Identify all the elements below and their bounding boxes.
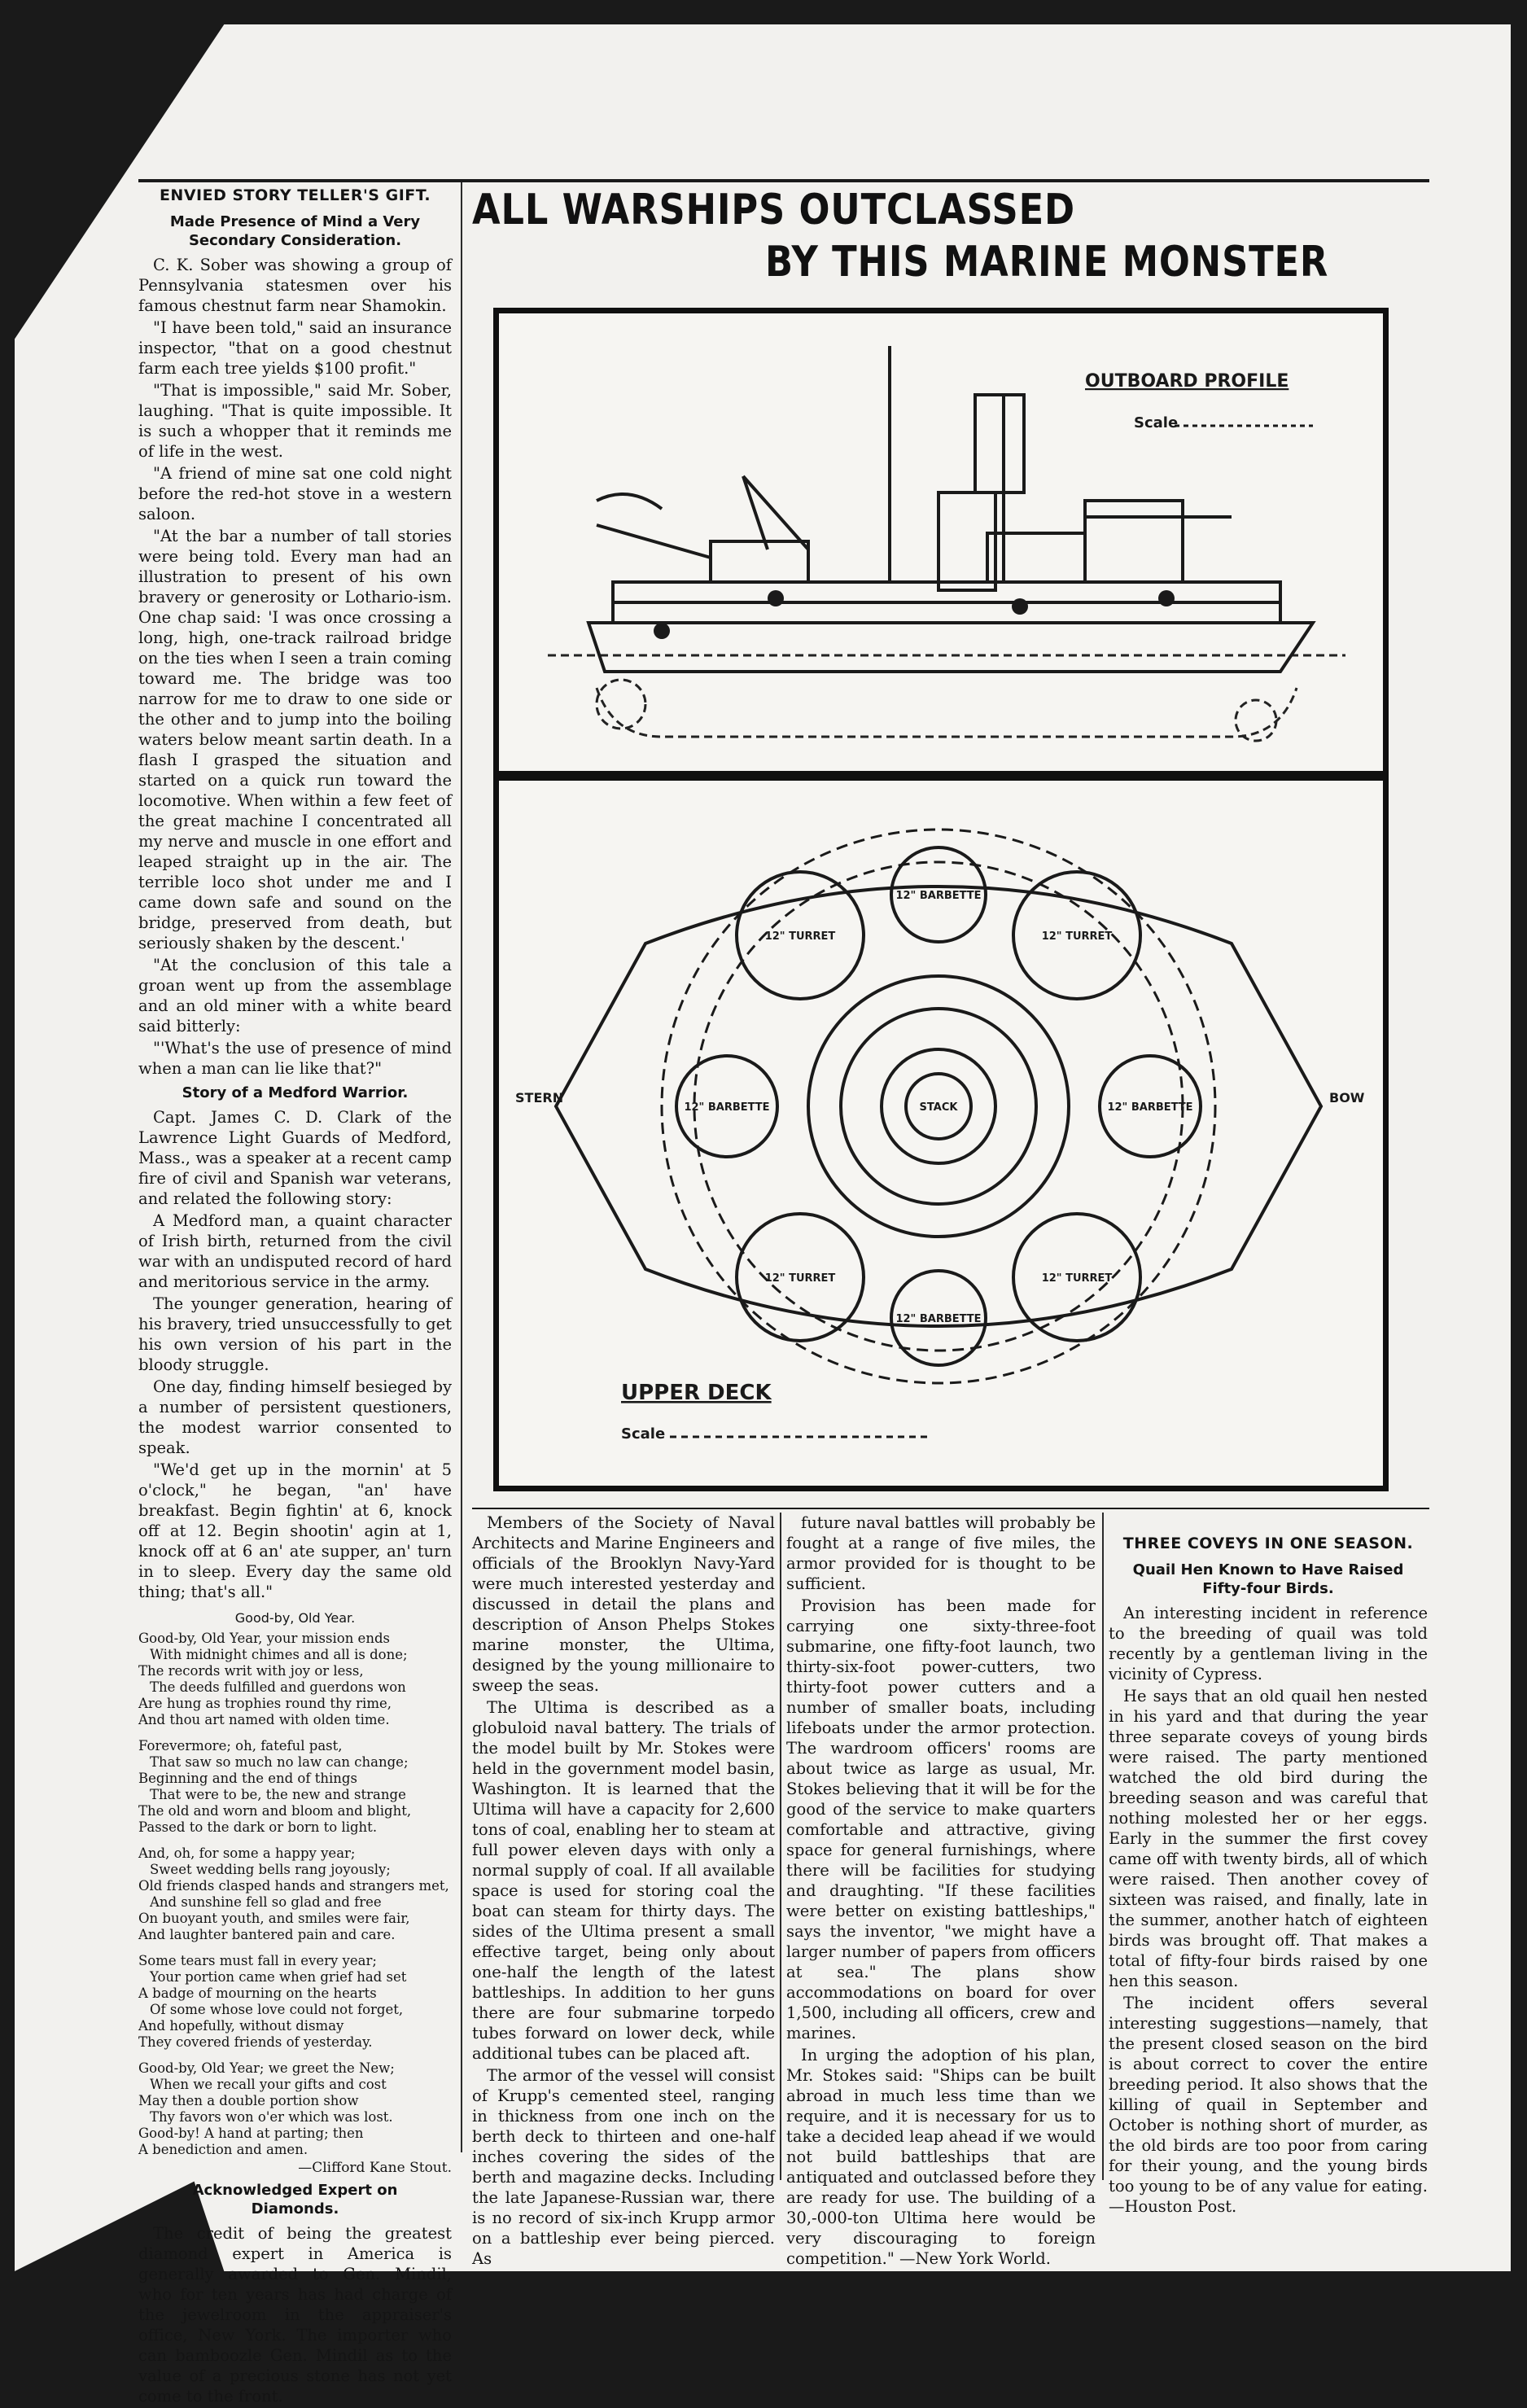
poem-stanza xyxy=(138,1631,452,1728)
paragraph: In urging the adoption of his plan, Mr. Stokes said: "Ships can be built abroad in much less time than we require, and it is necessary for us to take a decided leap ahead if we would not build battleships that are antiquated and outclassed before they are ready for use. The building of a 30,-000-ton Ultima here would be very discouraging to foreign competition." —New York World. xyxy=(786,2046,1096,2268)
poem-credit: —Clifford Kane Stout. xyxy=(298,2160,452,2176)
paragraph: An interesting incident in reference to the breeding of quail was told recently by a gentleman living in the vicinity of Cypress. xyxy=(1109,1604,1428,1683)
paragraph: The armor of the vessel will consist of Krupp's cemented steel, ranging in thickness from one inch on the berth deck to thirteen and one-half inches covering the sides of the berth and magazine decks. Including the late Japanese-Russian war, there is no record of six-inch Krupp armor on a battleship ever being pierced. As xyxy=(472,2066,775,2268)
paragraph: The Ultima is described as a globuloid naval battery. The trials of the model built by Mr. Stokes were held in the government model basin, Washington. It is learned that the Ultima will have a capacity for 2,600 tons of coal, enabling her to steam at full power eleven days with only a normal supply of coal. If all available space is used for storing coal the boat can steam for thirty days. The sides of the Ultima present a small effective target, being only about one-half the length of the latest battleships. In addition to her guns there are four submarine torpedo tubes forward on lower deck, while additional tubes can be placed aft. xyxy=(472,1698,775,2063)
paragraph: future naval battles will probably be fought at a range of five miles, the armor provided for is thought to be sufficient. xyxy=(786,1513,1096,1593)
paragraph: "We'd get up in the mornin' at 5 o'clock," he began, "an' have breakfast. Begin fightin' at 6, knock off at 12. Begin shootin' agin at 1, knock off at 6 an' ate supper, an' turn in to sleep. Every day the same old thing; that's all." xyxy=(138,1460,452,1601)
column-rule xyxy=(780,1513,781,2180)
poem-line: Of some whose love could not forget, xyxy=(150,2002,404,2017)
poem-line: Forevermore; oh, fateful past, xyxy=(138,1738,343,1753)
poem-title: Good-by, Old Year. xyxy=(234,1610,356,1626)
paragraph: Capt. James C. D. Clark of the Lawrence Light Guards of Medford, Mass., was a speaker at a recent camp fire of civil and Spanish war veterans, and related the following story: xyxy=(138,1108,452,1208)
poem-stanza xyxy=(138,1738,452,1836)
paragraph: He says that an old quail hen nested in his yard and that during the year three separate coveys of young birds were raised. The party mentioned watched the old bird during the breeding season and was careful that nothing molested her or her eggs. Early in the summer the first covey came off with twenty birds, all of which were raised. Then another covey of sixteen was raised, and finally, late in the summer, another hatch of eighteen birds was brought off. That makes a total of fifty-four birds raised by one hen this season. xyxy=(1109,1687,1428,1990)
poem-line: Are hung as trophies round thy rime, xyxy=(138,1696,392,1711)
poem-stanza xyxy=(138,1953,452,2051)
column-rule xyxy=(461,182,462,2152)
poem-line: May then a double portion show xyxy=(138,2093,359,2108)
poem-line: Good-by! A hand at parting; then xyxy=(138,2126,364,2141)
paragraph: "At the bar a number of tall stories were being told. Every man had an illustration to present of his own bravery or generosity or Lothario-ism. One chap said: 'I was once crossing a long, high, one-track railroad bridge on the ties when I seen a train coming toward me. The bridge was too narrow for me to draw to one side or the other and to jump into the boiling waters below meant sartin death. In a flash I grasped the situation and started on a quick run toward the locomotive. When within a few feet of the great machine I concentrated all my nerve and muscle in one effort and leaped straight up in the air. The terrible loco shot under me and I came down safe and sound on the bridge, preserved from death, but seriously shaken by the descent.' xyxy=(138,527,452,952)
section-rule xyxy=(472,1508,1429,1509)
poem-line: With midnight chimes and all is done; xyxy=(150,1647,408,1662)
poem-line: The deeds fulfilled and guerdons won xyxy=(150,1679,406,1695)
poem-line: The records writ with joy or less, xyxy=(138,1663,364,1679)
poem-line: Your portion came when grief had set xyxy=(150,1969,407,1985)
barbette-label: 12" BARBETTE xyxy=(1107,1101,1193,1114)
article-heading: ENVIED STORY TELLER'S GIFT. xyxy=(159,186,431,204)
poem-line: They covered friends of yesterday. xyxy=(138,2034,373,2050)
turret-label: 12" TURRET xyxy=(1041,1272,1113,1285)
paragraph: The credit of being the greatest diamond expert in America is generally awarded to Gen. Mindil, who for ten years has had charge of the jewelroom in the appraiser's office, New York. The importer who can bamboozle Gen. Mindil as to the value of a precious stone has not yet come to the front. xyxy=(138,2224,452,2406)
upper-deck-scale-label: Scale xyxy=(621,1425,666,1443)
poem-line: A badge of mourning on the hearts xyxy=(138,1986,377,2001)
bow-label: BOW xyxy=(1329,1090,1365,1105)
barbette-label: 12" BARBETTE xyxy=(895,890,982,902)
outboard-profile-label: OUTBOARD PROFILE xyxy=(1085,371,1289,392)
poem-line: That saw so much no law can change; xyxy=(150,1754,409,1770)
column-4 xyxy=(1109,1513,1428,2218)
column-2 xyxy=(472,1513,775,2270)
poem-line: Thy favors won o'er which was lost. xyxy=(150,2109,393,2125)
ship-profile-illustration xyxy=(499,313,1383,771)
paragraph: "A friend of mine sat one cold night before the red-hot stove in a western saloon. xyxy=(138,464,452,523)
upper-deck-drawing xyxy=(493,775,1389,1491)
column-1 xyxy=(138,186,452,2408)
poem-line: Good-by, Old Year; we greet the New; xyxy=(138,2060,395,2076)
poem-stanza xyxy=(138,2060,452,2158)
article-heading: THREE COVEYS IN ONE SEASON. xyxy=(1122,1535,1414,1552)
paragraph: "'What's the use of presence of mind when a man can lie like that?" xyxy=(138,1039,452,1078)
headline-line2: BY THIS MARINE MONSTER xyxy=(765,238,1329,287)
poem-line: Old friends clasped hands and strangers met, xyxy=(138,1878,449,1894)
poem-line: Beginning and the end of things xyxy=(138,1771,357,1786)
top-rule xyxy=(138,179,1429,182)
paragraph: C. K. Sober was showing a group of Pennsylvania statesmen over his famous chestnut farm near Shamokin. xyxy=(138,256,452,315)
stern-label: STERN xyxy=(515,1090,564,1105)
turret-label: 12" TURRET xyxy=(764,930,836,943)
poem-line: And laughter bantered pain and care. xyxy=(138,1927,396,1942)
paragraph: "At the conclusion of this tale a groan went up from the assemblage and an old miner with a white beard said bitterly: xyxy=(138,956,452,1035)
headline-line1: ALL WARSHIPS OUTCLASSED xyxy=(472,186,1075,234)
poem-line: And, oh, for some a happy year; xyxy=(138,1845,356,1861)
poem-line: That were to be, the new and strange xyxy=(150,1787,406,1802)
paragraph: The incident offers several interesting suggestions—namely, that the present closed season on the bird is about correct to cover the entire breeding period. It also shows that the killing of quail in September and October is nothing short of murder, as the old birds are too poor from caring for their young, and the young birds too young to be of any value for eating.—Houston Post. xyxy=(1109,1994,1428,2216)
paragraph: The younger generation, hearing of his bravery, tried unsuccessfully to get his own version of his part in the bloody struggle. xyxy=(138,1294,452,1374)
poem-line: Sweet wedding bells rang joyously; xyxy=(150,1862,391,1877)
turret-label: 12" TURRET xyxy=(1041,930,1113,943)
paragraph: Members of the Society of Naval Architects and Marine Engineers and officials of the Brooklyn Navy-Yard were much interested yesterday and discussed in detail the plans and description of Anson Phelps Stokes marine monster, the Ultima, designed by the young millionaire to sweep the seas. xyxy=(472,1513,775,1695)
article-subheading: Made Presence of Mind a Very Secondary Consideration. xyxy=(169,213,421,249)
deck-plan-illustration xyxy=(499,781,1383,1486)
poem-line: The old and worn and bloom and blight, xyxy=(138,1803,412,1819)
poem xyxy=(138,1631,452,2176)
poem-line: Some tears must fall in every year; xyxy=(138,1953,377,1968)
poem-line: When we recall your gifts and cost xyxy=(150,2077,387,2092)
article-subheading: Acknowledged Expert on Diamonds. xyxy=(192,2182,398,2218)
paragraph: "I have been told," said an insurance inspector, "that on a good chestnut farm each tree yields $100 profit." xyxy=(138,318,452,378)
barbette-label: 12" BARBETTE xyxy=(684,1101,770,1114)
poem-line: And thou art named with olden time. xyxy=(138,1712,390,1727)
article-subheading: Story of a Medford Warrior. xyxy=(182,1084,409,1101)
poem-line: Good-by, Old Year, your mission ends xyxy=(138,1631,390,1646)
stack-label: STACK xyxy=(919,1101,958,1114)
outboard-profile-drawing xyxy=(493,308,1389,777)
column-3 xyxy=(786,1513,1096,2270)
turret-label: 12" TURRET xyxy=(764,1272,836,1285)
barbette-label: 12" BARBETTE xyxy=(895,1313,982,1325)
outboard-scale-label: Scale xyxy=(1134,414,1179,431)
upper-deck-label: UPPER DECK xyxy=(621,1381,772,1405)
article-subheading: Quail Hen Known to Have Raised Fifty-four Birds. xyxy=(1132,1561,1404,1597)
poem-line: And sunshine fell so glad and free xyxy=(150,1894,382,1910)
poem-line: Passed to the dark or born to light. xyxy=(138,1819,378,1835)
paragraph: A Medford man, a quaint character of Irish birth, returned from the civil war with an undisputed record of hard and meritorious service in the army. xyxy=(138,1211,452,1291)
column-rule xyxy=(1102,1513,1104,2180)
poem-stanza xyxy=(138,1845,452,1943)
poem-line: And hopefully, without dismay xyxy=(138,2018,344,2034)
poem-line: On buoyant youth, and smiles were fair, xyxy=(138,1911,410,1926)
paragraph: One day, finding himself besieged by a number of persistent questioners, the modest warrior consented to speak. xyxy=(138,1377,452,1457)
paragraph: "That is impossible," said Mr. Sober, laughing. "That is quite impossible. It is such a whopper that it reminds me of life in the west. xyxy=(138,381,452,461)
poem-line: A benediction and amen. xyxy=(138,2142,308,2157)
paragraph: Provision has been made for carrying one sixty-three-foot submarine, one fifty-foot launch, two thirty-six-foot power-cutters, two thirty-foot power cutters and a number of smaller boats, including lifeboats under the armor protection. The wardroom officers' rooms are about twice as large as usual, Mr. Stokes believing that it will be for the good of the service to make quarters comfortable and attractive, giving space for general furnishings, where there will be facilities for studying and draughting. "If these facilities were better on existing battleships," says the inventor, "we might have a larger number of papers from officers at sea." The plans show accommodations on board for over 1,500, including all officers, crew and marines. xyxy=(786,1596,1096,2042)
